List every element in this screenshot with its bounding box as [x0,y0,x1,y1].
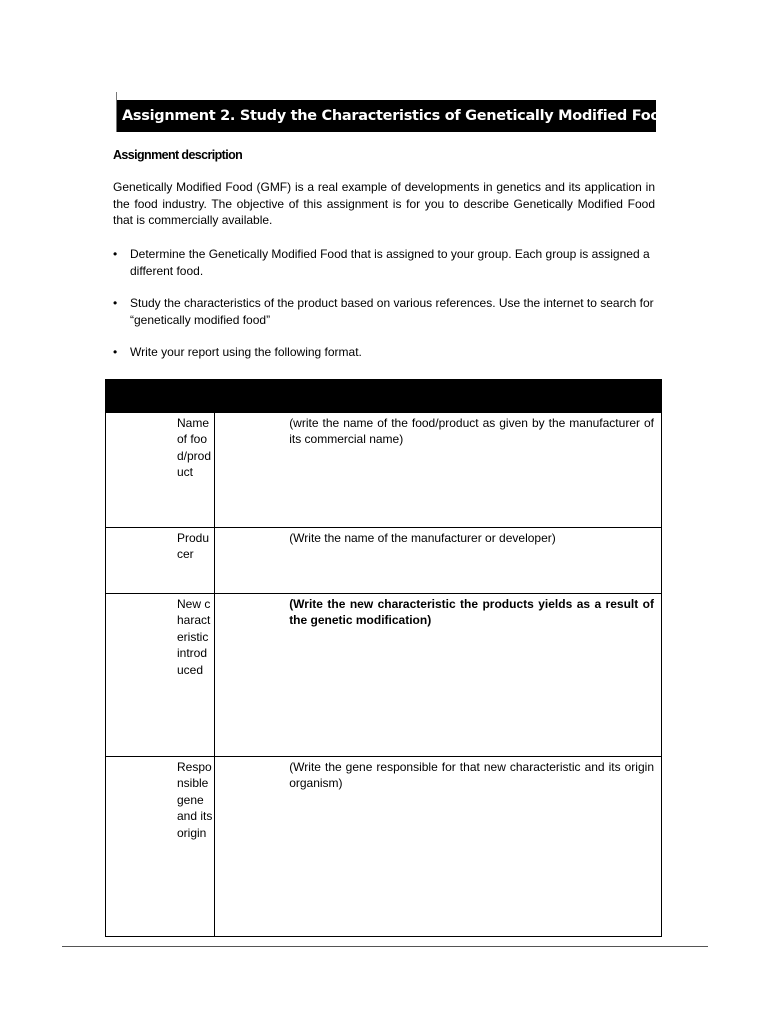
instruction-list [113,246,655,377]
table-row [106,757,662,937]
row-label-cell [106,594,215,757]
bullet-icon: • [113,345,118,359]
table-row [106,413,662,528]
row-description: (Write the new characteristic the products yields as a result of the genetic modification) [289,597,654,628]
list-item [113,295,655,328]
bullet-icon: • [113,296,118,310]
assignment-title: Assignment 2. Study the Characteristics of Genetically Modified Food [122,108,671,124]
assignment-title-bar [116,100,671,132]
row-label: Producer [177,531,210,562]
row-description: (Write the gene responsible for that new characteristic and its origin organism) [289,760,654,791]
row-label-cell [106,413,215,528]
table-header-cell [106,380,215,413]
row-description-cell [215,528,662,594]
row-description: (Write the name of the manufacturer or developer) [289,531,556,545]
row-label-cell [106,757,215,937]
row-description: (write the name of the food/product as given by the manufacturer of its commercial name) [289,416,654,447]
row-description-cell [215,413,662,528]
row-label: New characteristic introduced [177,597,211,677]
section-subheading: Assignment description [113,148,243,162]
row-label: Responsible gene and its origin [177,760,213,840]
table-row [106,528,662,594]
list-item-text: Determine the Genetically Modified Food that is assigned to your group. Each group is assigned a different food. [130,247,650,278]
row-description-cell [215,594,662,757]
list-item [113,344,655,361]
table-row [106,594,662,757]
list-item-text: Study the characteristics of the product based on various references. Use the internet to search for “genetically modified food” [130,296,654,327]
report-format-table [105,379,662,937]
row-label: Name of food/product [177,416,212,480]
bullet-icon: • [113,247,118,261]
table-header-cell [215,380,662,413]
table-header-row [106,380,662,413]
row-description-cell [215,757,662,937]
row-label-cell [106,528,215,594]
list-item-text: Write your report using the following format. [130,345,362,359]
footer-divider [62,946,708,947]
list-item [113,246,655,279]
assignment-description: Genetically Modified Food (GMF) is a real example of developments in genetics and its application in the food industry. The objective of this assignment is for you to describe Genetically Modified Food that is commercially available. [113,180,655,227]
